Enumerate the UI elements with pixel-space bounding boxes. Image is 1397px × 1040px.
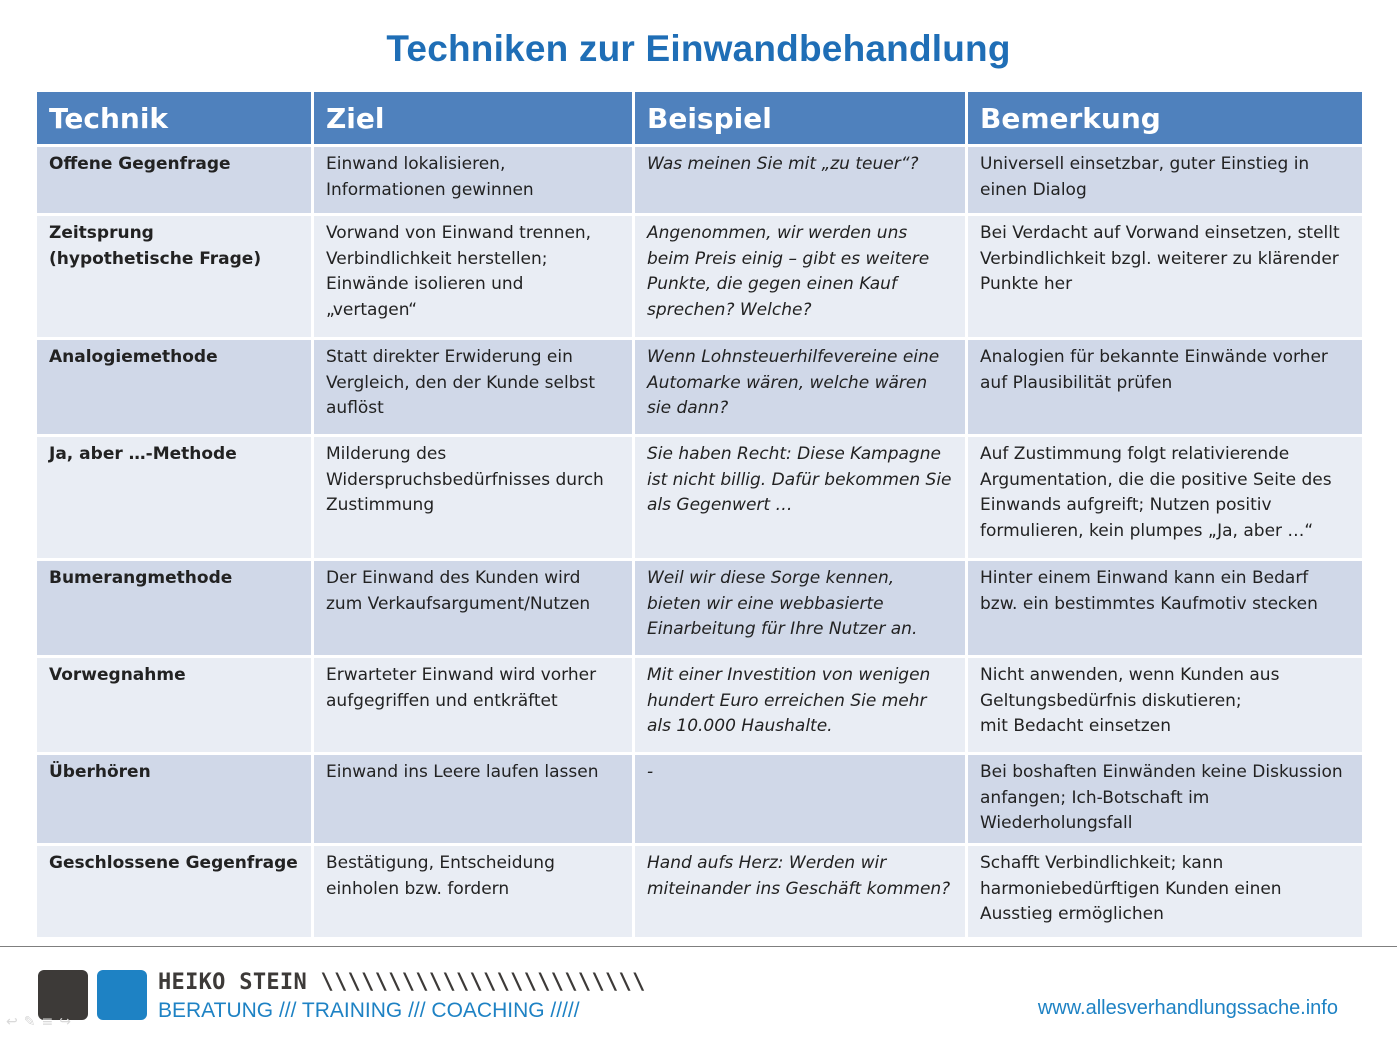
cell-beispiel: - xyxy=(635,755,965,843)
brand-name: HEIKO STEIN \\\\\\\\\\\\\\\\\\\\\\\\ xyxy=(158,970,646,995)
cell-bemerkung: Schafft Verbindlichkeit; kann harmoniebedürftigen Kunden einen Ausstieg ermöglichen xyxy=(968,846,1362,937)
cell-technik: Bumerangmethode xyxy=(37,561,311,655)
cell-bemerkung: Hinter einem Einwand kann ein Bedarf bzw. ein bestimmtes Kaufmotiv stecken xyxy=(968,561,1362,655)
cell-ziel: Einwand ins Leere laufen lassen xyxy=(314,755,632,843)
table-row xyxy=(37,755,1362,843)
logo-square-blue xyxy=(97,970,147,1020)
arrow-left-icon[interactable]: ↩ xyxy=(6,1014,18,1030)
cell-ziel: Statt direkter Erwiderung ein Vergleich, den der Kunde selbst auflöst xyxy=(314,340,632,434)
cell-bemerkung: Nicht anwenden, wenn Kunden aus Geltungsbedürfnis diskutieren; mit Bedacht einsetzen xyxy=(968,658,1362,752)
table-row xyxy=(37,147,1362,213)
cell-ziel: Bestätigung, Entscheidung einholen bzw. fordern xyxy=(314,846,632,937)
cell-bemerkung: Analogien für bekannte Einwände vorher auf Plausibilität prüfen xyxy=(968,340,1362,434)
cell-beispiel: Wenn Lohnsteuerhilfevereine eine Automarke wären, welche wären sie dann? xyxy=(635,340,965,434)
cell-technik: Analogiemethode xyxy=(37,340,311,434)
pen-icon[interactable]: ✎ xyxy=(23,1014,36,1030)
cell-bemerkung: Bei boshaften Einwänden keine Diskussion anfangen; Ich-Botschaft im Wiederholungsfall xyxy=(968,755,1362,843)
cell-technik: Vorwegnahme xyxy=(37,658,311,752)
cell-ziel: Milderung des Widerspruchsbedürfnisses durch Zustimmung xyxy=(314,437,632,558)
header-bemerkung: Bemerkung xyxy=(968,92,1362,144)
cell-technik: Überhören xyxy=(37,755,311,843)
header-technik: Technik xyxy=(37,92,311,144)
cell-technik: Offene Gegenfrage xyxy=(37,147,311,213)
techniques-table xyxy=(34,89,1365,940)
cell-beispiel: Mit einer Investition von wenigen hundert Euro erreichen Sie mehr als 10.000 Haushalte. xyxy=(635,658,965,752)
cell-beispiel: Was meinen Sie mit „zu teuer“? xyxy=(635,147,965,213)
logo-square-dark xyxy=(38,970,88,1020)
header-beispiel: Beispiel xyxy=(635,92,965,144)
footer-divider xyxy=(0,946,1397,947)
cell-ziel: Einwand lokalisieren, Informationen gewinnen xyxy=(314,147,632,213)
page-title: Techniken zur Einwandbehandlung xyxy=(386,28,1011,69)
table-row xyxy=(37,216,1362,337)
table-header-row xyxy=(37,92,1362,144)
header-ziel: Ziel xyxy=(314,92,632,144)
cell-ziel: Erwarteter Einwand wird vorher aufgegriffen und entkräftet xyxy=(314,658,632,752)
table-row xyxy=(37,658,1362,752)
cell-ziel: Vorwand von Einwand trennen, Verbindlichkeit herstellen; Einwände isolieren und „vertagen“ xyxy=(314,216,632,337)
menu-icon[interactable]: ≡ xyxy=(41,1014,54,1030)
slide-nav-controls xyxy=(6,1014,71,1030)
table-row xyxy=(37,340,1362,434)
table-row xyxy=(37,561,1362,655)
cell-ziel: Der Einwand des Kunden wird zum Verkaufsargument/Nutzen xyxy=(314,561,632,655)
table-row xyxy=(37,846,1362,937)
cell-beispiel: Angenommen, wir werden uns beim Preis einig – gibt es weitere Punkte, die gegen einen Kauf sprechen? Welche? xyxy=(635,216,965,337)
cell-technik: Ja, aber …-Methode xyxy=(37,437,311,558)
cell-beispiel: Hand aufs Herz: Werden wir miteinander ins Geschäft kommen? xyxy=(635,846,965,937)
brand-tagline: BERATUNG /// TRAINING /// COACHING ///// xyxy=(158,999,580,1022)
cell-bemerkung: Bei Verdacht auf Vorwand einsetzen, stellt Verbindlichkeit bzgl. weiterer zu klärender Punkte her xyxy=(968,216,1362,337)
table-row xyxy=(37,437,1362,558)
cell-beispiel: Sie haben Recht: Diese Kampagne ist nicht billig. Dafür bekommen Sie als Gegenwert … xyxy=(635,437,965,558)
cell-technik: Geschlossene Gegenfrage xyxy=(37,846,311,937)
website-url[interactable]: www.allesverhandlungssache.info xyxy=(1037,997,1338,1019)
cell-beispiel: Weil wir diese Sorge kennen, bieten wir eine webbasierte Einarbeitung für Ihre Nutzer an. xyxy=(635,561,965,655)
cell-technik: Zeitsprung (hypothetische Frage) xyxy=(37,216,311,337)
cell-bemerkung: Universell einsetzbar, guter Einstieg in einen Dialog xyxy=(968,147,1362,213)
arrow-right-icon[interactable]: ↪ xyxy=(59,1014,71,1030)
cell-bemerkung: Auf Zustimmung folgt relativierende Argumentation, die die positive Seite des Einwands aufgreift; Nutzen positiv formulieren, kein plumpes „Ja, aber …“ xyxy=(968,437,1362,558)
